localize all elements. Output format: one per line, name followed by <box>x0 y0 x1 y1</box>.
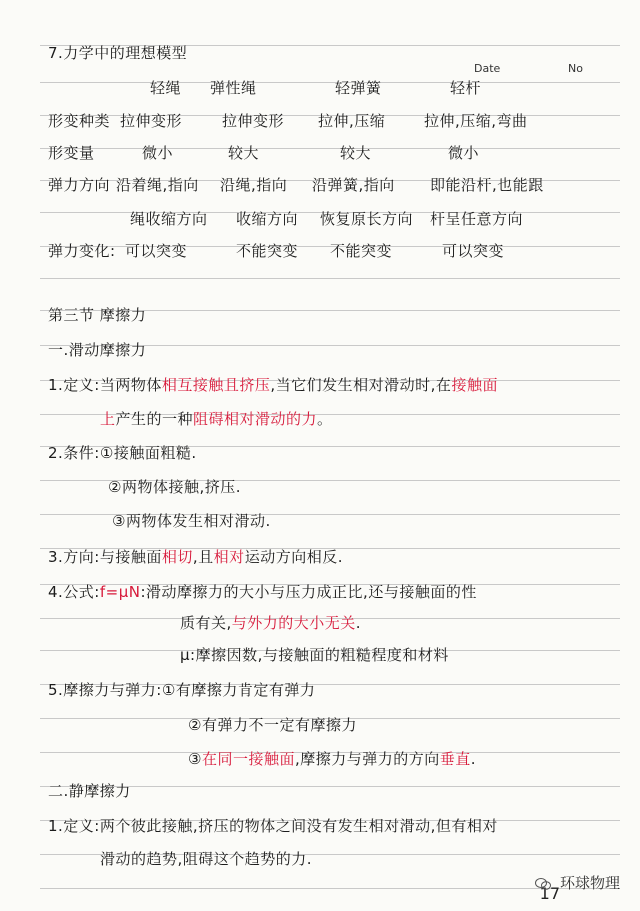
note-text: ,当它们发生相对滑动时,在 <box>270 376 452 394</box>
highlight-text: 接触面 <box>451 376 498 394</box>
note-line <box>100 848 312 869</box>
note-text: ②两物体接触,挤压. <box>108 478 241 496</box>
note-text: 微小 <box>448 144 480 162</box>
highlight-text: 相对 <box>213 548 245 566</box>
note-text: 5.摩擦力与弹力:①有摩擦力肯定有弹力 <box>48 681 316 699</box>
note-line <box>48 679 315 700</box>
note-text: 恢复原长方向 <box>320 210 414 228</box>
note-line <box>48 780 131 801</box>
date-label: Date <box>474 62 501 75</box>
note-text: 二.静摩擦力 <box>48 782 131 800</box>
note-text: 3.方向:与接触面 <box>48 548 162 566</box>
note-text: μ:摩擦因数,与接触面的粗糙程度和材料 <box>180 646 449 664</box>
no-label: No <box>568 62 583 75</box>
note-text: 不能突变 <box>330 242 393 260</box>
note-text: ③ <box>188 750 202 768</box>
note-text: 拉伸,压缩 <box>318 112 386 130</box>
note-text: 产生的一种 <box>115 410 194 428</box>
note-line <box>180 612 361 633</box>
note-line <box>150 77 482 98</box>
note-text: 滑动的趋势,阻碍这个趋势的力. <box>100 850 313 868</box>
note-text: . <box>355 614 362 632</box>
note-text: 运动方向相反. <box>244 548 343 566</box>
watermark-text: 环球物理 <box>559 874 620 892</box>
note-text: 收缩方向 <box>236 210 299 228</box>
note-text: 较大 <box>228 144 260 162</box>
note-text: 可以突变 <box>125 242 188 260</box>
note-text: 弹力方向 <box>48 176 111 194</box>
highlight-text: 上 <box>100 410 116 428</box>
note-line <box>48 240 505 261</box>
note-text: 轻弹簧 <box>335 79 382 97</box>
note-text: 沿绳,指向 <box>220 176 288 194</box>
note-line <box>112 510 271 531</box>
note-line <box>48 142 480 163</box>
note-line <box>48 110 528 131</box>
note-text: 一.滑动摩擦力 <box>48 341 147 359</box>
highlight-text: 在同一接触面 <box>201 750 295 768</box>
note-text: 微小 <box>142 144 174 162</box>
note-text: 拉伸变形 <box>222 112 285 130</box>
note-text: 轻绳 <box>150 79 182 97</box>
rule-line <box>40 888 620 889</box>
note-line <box>100 408 333 429</box>
note-text: 1.定义:两个彼此接触,挤压的物体之间没有发生相对滑动,但有相对 <box>48 817 498 835</box>
note-text: 弹力变化: <box>48 242 116 260</box>
watermark <box>535 872 620 893</box>
note-text: 杆呈任意方向 <box>430 210 524 228</box>
highlight-text: 相切 <box>161 548 193 566</box>
highlight-text: 垂直 <box>439 750 471 768</box>
note-text: 第三节 摩擦力 <box>48 306 147 324</box>
note-line <box>48 581 477 602</box>
highlight-text: f=μN <box>99 583 141 601</box>
note-text: 沿弹簧,指向 <box>312 176 395 194</box>
note-text: :滑动摩擦力的大小与压力成正比,还与接触面的性 <box>140 583 477 601</box>
note-text: 质有关, <box>180 614 232 632</box>
note-line <box>180 644 449 665</box>
note-line <box>188 714 357 735</box>
note-text: ,且 <box>192 548 214 566</box>
note-text: ,摩擦力与弹力的方向 <box>294 750 440 768</box>
note-text: ②有弹力不一定有摩擦力 <box>188 716 357 734</box>
rule-line <box>40 278 620 279</box>
note-text: 弹性绳 <box>210 79 257 97</box>
note-text: ③两物体发生相对滑动. <box>112 512 271 530</box>
note-text: 1.定义:当两物体 <box>48 376 162 394</box>
wechat-icon <box>535 878 551 890</box>
note-line <box>48 815 498 836</box>
note-line <box>108 476 241 497</box>
note-line <box>48 42 187 63</box>
note-text: 2.条件:①接触面粗糙. <box>48 444 197 462</box>
note-text: 绳收缩方向 <box>130 210 208 228</box>
note-text: 较大 <box>340 144 372 162</box>
highlight-text: 相互接触且挤压 <box>161 376 271 394</box>
note-text: . <box>470 750 477 768</box>
note-line <box>48 304 146 325</box>
note-text: 不能突变 <box>236 242 299 260</box>
rule-line <box>40 148 620 149</box>
note-line <box>188 748 476 769</box>
note-line <box>48 374 498 395</box>
note-line <box>48 174 544 195</box>
note-text: 4.公式: <box>48 583 100 601</box>
note-text: 7.力学中的理想模型 <box>48 44 188 62</box>
note-text: 拉伸变形 <box>120 112 183 130</box>
note-text: 形变量 <box>48 144 95 162</box>
note-text: 轻杆 <box>450 79 482 97</box>
note-line <box>48 442 197 463</box>
note-line <box>130 208 524 229</box>
note-text: 形变种类 <box>48 112 111 130</box>
page-number: 17 <box>539 884 560 903</box>
note-text: 即能沿杆,也能跟 <box>430 176 544 194</box>
note-text: 。 <box>317 410 333 428</box>
note-text: 可以突变 <box>442 242 505 260</box>
highlight-text: 与外力的大小无关 <box>231 614 356 632</box>
note-line <box>48 339 146 360</box>
note-text: 沿着绳,指向 <box>116 176 199 194</box>
note-text: 拉伸,压缩,弯曲 <box>424 112 528 130</box>
note-line <box>48 546 343 567</box>
highlight-text: 阻碍相对滑动的力 <box>193 410 318 428</box>
rule-line <box>40 82 620 83</box>
